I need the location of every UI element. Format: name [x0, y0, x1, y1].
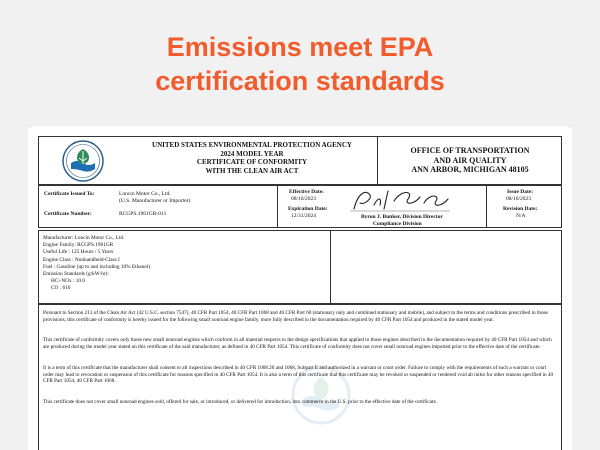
- issue-date-value: 08/10/2023: [506, 196, 532, 202]
- certificate: [28, 126, 572, 450]
- headline-line-1: Emissions meet EPA: [166, 32, 434, 62]
- engine-manufacturer: Manufacturer: Loncin Motor Co., Ltd.: [43, 235, 125, 241]
- cert-number-value: RCGPS.1961GR-011: [119, 211, 167, 217]
- signer-division: Compliance Division: [373, 221, 422, 227]
- engine-info: [43, 235, 150, 293]
- engine-class: Engine Class : Nonhandheld-Class I: [43, 256, 120, 263]
- certificate-body: [38, 304, 562, 450]
- headline: [0, 30, 600, 98]
- issued-divider: [486, 185, 487, 227]
- issue-date-label: Issue Date:: [507, 189, 534, 195]
- issued-to-value: Loncin Motor Co., Ltd.: [119, 191, 171, 197]
- body-paragraph-2: This certificate of conformity covers only those new small nonroad engines which conform in all material respects to the design specifications that applied to those engines described in the documentation required by 40 CFR Part 1054 and which are produced during the model year stated on this certificate of the said manufacturer, as defined in 40 CFR Part 1054. This certificate of conformity does not cover small nonroad engines imported prior to the effective date of the certificate.: [43, 337, 552, 350]
- effective-date-label: Effective Date:: [289, 189, 324, 195]
- header-divider: [377, 137, 378, 185]
- signature-icon: [344, 187, 454, 213]
- effective-date-value: 08/10/2023: [291, 196, 317, 202]
- emission-standards-label: Emission Standards (g/kW-hr):: [43, 271, 109, 278]
- expiration-date-value: 12/31/2024: [291, 213, 317, 219]
- agency-line: UNITED STATES ENVIRONMENTAL PROTECTION AGENCY: [152, 141, 352, 149]
- revision-date-value: N/A: [516, 213, 526, 219]
- agency-title: [129, 141, 375, 175]
- certificate-title: CERTIFICATE OF CONFORMITY: [196, 158, 308, 166]
- body-paragraph-3: It is a term of this certificate that the manufacturer shall consent to all inspections described in 40 CFR 1068.20 and 1068, Subpart E and authorized in a warrant or court order. Failure to comply with the requirements of such a warrant or court order may lead to revocation or suspension of this certificate for reasons specified in 40 CFR Part 1054. It is also a term of this certificate that this certificate may be revoked or suspended or rendered void ab initio for other reasons specified in 40 CFR Part 1054, 40 CFR Part 1068.: [43, 365, 554, 385]
- certificate-header: [38, 136, 562, 186]
- issued-row: [38, 184, 562, 228]
- issued-divider: [277, 185, 278, 227]
- certificate-subtitle: WITH THE CLEAN AIR ACT: [205, 166, 299, 175]
- engine-info-box: [38, 230, 562, 304]
- headline-line-2: certification standards: [155, 66, 445, 96]
- engine-useful-life: Useful Life : 125 Hours / 5 Years: [43, 249, 114, 256]
- office-address: ANN ARBOR, MICHIGAN 48105: [411, 165, 529, 174]
- office-line: OFFICE OF TRANSPORTATION: [410, 146, 530, 155]
- emission-co: CO : 610: [51, 285, 71, 292]
- issued-to-label: Certificate Issued To:: [44, 191, 95, 197]
- issued-to-sub: (U.S. Manufacturer or Importer): [119, 198, 191, 204]
- model-year: 2024 MODEL YEAR: [220, 149, 284, 158]
- signer-name: Byron J. Bunker, Division Director: [361, 214, 443, 220]
- expiration-date-label: Expiration Date:: [288, 206, 328, 212]
- office-block: [379, 146, 561, 175]
- revision-date-label: Revision Date:: [503, 206, 538, 212]
- body-paragraph-1: Pursuant to Section 213 of the Clean Air Act (42 U.S.C. section 7547), 40 CFR Part 1054, 40 CFR Part 1068 and 40 CFR Part 60 (stationary only and combined stationary and mobile), and subject to the terms and conditions prescribed in those provisions, this certificate of conformity is hereby issued for the following small nonroad engine family, more fully described in the documentation required by 40 CFR Part 1054 and produced in the stated model year.: [43, 310, 548, 323]
- office-line: AND AIR QUALITY: [433, 155, 507, 165]
- emission-hc-nox: HC+NOx : 10.0: [51, 278, 86, 285]
- engine-divider: [330, 231, 331, 303]
- engine-family: Engine Family: RCGPS.1961GR: [43, 242, 114, 249]
- cert-number-label: Certificate Number:: [44, 211, 92, 217]
- engine-fuel: Fuel : Gasoline (up to and including 10% Ethanol): [43, 263, 151, 270]
- epa-logo-icon: [61, 139, 105, 183]
- body-paragraph-4: This certificate does not cover small nonroad engines sold, offered for sale, or introduced, or delivered for introduction, into commerce in the U.S. prior to the effective date of the certificate.: [43, 399, 438, 405]
